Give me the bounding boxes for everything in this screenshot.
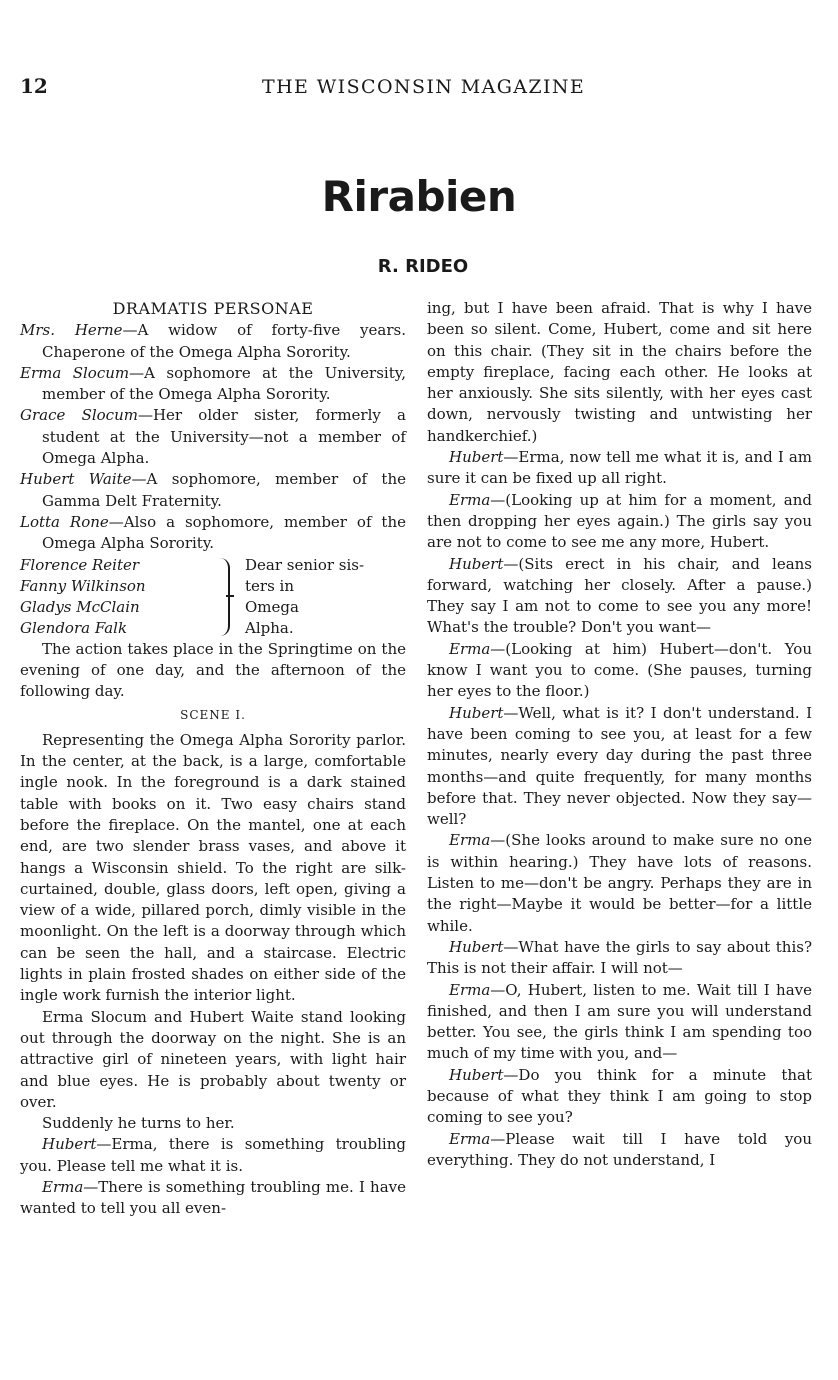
speaker: Hubert — [449, 1065, 504, 1084]
cast-desc: —Her older sister, formerly a student at the University—not a member of Omega Alpha. — [42, 406, 406, 468]
dialogue-line — [427, 703, 812, 831]
speech: —Please wait till I have told you everything. They do not understand, I — [427, 1129, 812, 1169]
cast-desc: —A sophomore, member of the Gamma Delt Fraternity. — [42, 470, 406, 510]
cast-entry — [20, 363, 406, 406]
dialogue-continuation: ing, but I have been afraid. That is why I have been so silent. Come, Hubert, come and sit here on this chair. (They sit in the chairs before the empty fireplace, facing each other. He looks at her anxiously. She sits silently, with her eyes cast down, nervously twisting and untwisting her handkerchief.) — [427, 299, 812, 445]
sisters-desc-line: Omega — [245, 597, 299, 616]
dialogue-line — [427, 639, 812, 703]
scene-heading: SCENE I. — [180, 708, 246, 723]
cast-entry — [20, 405, 406, 469]
page-number: 12 — [20, 74, 48, 98]
dramatis-personae-heading: DRAMATIS PERSONAE — [112, 299, 314, 318]
right-column — [427, 298, 812, 1171]
sister-name: Glendora Falk — [20, 618, 128, 637]
senior-sisters-group — [20, 555, 406, 639]
dialogue-line — [427, 490, 812, 554]
running-header — [0, 74, 838, 104]
cast-name: Grace Slocum — [20, 406, 138, 425]
speaker: Hubert — [42, 1135, 97, 1154]
sisters-desc-line: ters in — [245, 576, 294, 595]
cast-entry — [20, 512, 406, 555]
cast-desc: —A sophomore at the University, member of the Omega Alpha Sorority. — [42, 363, 406, 404]
speech: —Do you think for a minute that because of what they think I am going to stop coming to see you? — [427, 1065, 812, 1127]
speech: —(She looks around to make sure no one is within hearing.) They have lots of reasons. Listen to me—don't be angry. Perhaps they are in the right—Maybe it would be better—for a little while. — [427, 831, 812, 935]
sisters-desc-line: Alpha. — [245, 618, 294, 637]
speaker: Erma — [449, 639, 491, 658]
speaker: Hubert — [449, 703, 504, 722]
dialogue-line — [427, 1129, 812, 1172]
dialogue-line — [427, 937, 812, 980]
speech: —What have the girls to say about this? This is not their affair. I will not— — [427, 937, 812, 978]
speech: —(Looking at him) Hubert—don't. You know I want you to come. (She pauses, turning her eyes to the floor.) — [427, 639, 812, 701]
cast-name: Hubert Waite — [20, 470, 132, 489]
cast-entry — [20, 320, 406, 363]
speaker: Erma — [449, 980, 491, 999]
speech: —(Sits erect in his chair, and leans forward, watching her closely. After a pause.) They say I am not to come to see you any more! What's the trouble? Don't you want— — [427, 554, 812, 637]
article-title: Rirabien — [321, 172, 517, 221]
speech: —O, Hubert, listen to me. Wait till I have finished, and then I am sure you will understand better. You see, the girls think I am spending too much of my time with you, and— — [427, 980, 812, 1063]
sister-names — [20, 555, 146, 639]
stage-direction: Representing the Omega Alpha Sorority parlor. In the center, at the back, is a large, comfortable ingle nook. In the foreground is a dark stained table with books on it. Two easy chairs stand before the fireplace. On the mantel, one at each end, are two slender brass vases, and above it hangs a Wisconsin shield. To the right are silk-curtained, double, glass doors, left open, giving a view of a wide, pillared porch, dimly visible in the moonlight. On the left is a doorway through which can be seen the hall, and a staircase. Electric lights in plain frosted shades on either side of the ingle work furnish the interior light. — [20, 730, 406, 1005]
cast-name: Erma Slocum — [20, 363, 130, 382]
speaker: Erma — [42, 1177, 84, 1196]
curly-brace — [216, 558, 230, 636]
speech: —Erma, there is something troubling you. Please tell me what it is. — [20, 1135, 406, 1175]
dialogue-line — [427, 447, 812, 490]
sisters-desc-line: Dear senior sis- — [245, 555, 365, 574]
dialogue-line — [20, 1134, 406, 1177]
speech: —(Looking up at him for a moment, and then dropping her eyes again.) The girls say you are not to come to see me any more, Hubert. — [427, 490, 812, 552]
stage-direction: Erma Slocum and Hubert Waite stand looking out through the doorway on the night. She is an attractive girl of nineteen years, with light hair and blue eyes. He is probably about twenty or over. — [20, 1007, 406, 1111]
dialogue-line — [427, 554, 812, 639]
speech: —Well, what is it? I don't understand. I have been coming to see you, at least for a few minutes, nearly every day during the past three months—and quite frequently, for many months before that. They never objected. Now they say—well? — [427, 703, 812, 829]
sister-name: Fanny Wilkinson — [20, 576, 146, 595]
sisters-desc — [245, 555, 364, 639]
cast-entry — [20, 469, 406, 512]
magazine-title: THE WISCONSIN MAGAZINE — [262, 76, 586, 98]
left-column — [20, 298, 406, 1220]
dialogue-line — [427, 1065, 812, 1129]
speech: —There is something troubling me. I have wanted to tell you all even- — [20, 1177, 406, 1218]
article-author: R. RIDEO — [377, 256, 469, 277]
speaker: Erma — [449, 1129, 491, 1148]
dialogue-line — [427, 830, 812, 936]
dialogue-line — [20, 1177, 406, 1220]
cast-name: Mrs. Herne — [20, 321, 123, 340]
speaker: Erma — [449, 831, 491, 850]
cast-desc: —Also a sophomore, member of the Omega Alpha Sorority. — [42, 512, 406, 553]
speech: —Erma, now tell me what it is, and I am sure it can be fixed up all right. — [427, 448, 812, 488]
speaker: Hubert — [449, 937, 504, 956]
setting-paragraph: The action takes place in the Springtime on the evening of one day, and the afternoon of the following day. — [20, 639, 406, 701]
cast-name: Lotta Rone — [20, 512, 109, 531]
cast-desc: —A widow of forty-five years. Chaperone of the Omega Alpha Sorority. — [42, 321, 406, 361]
speaker: Hubert — [449, 554, 504, 573]
stage-direction: Suddenly he turns to her. — [42, 1114, 235, 1133]
speaker: Erma — [449, 490, 491, 509]
curly-brace-tip — [226, 595, 234, 597]
speaker: Hubert — [449, 448, 504, 467]
sister-name: Florence Reiter — [20, 555, 140, 574]
sister-name: Gladys McClain — [20, 597, 140, 616]
dialogue-line — [427, 980, 812, 1065]
